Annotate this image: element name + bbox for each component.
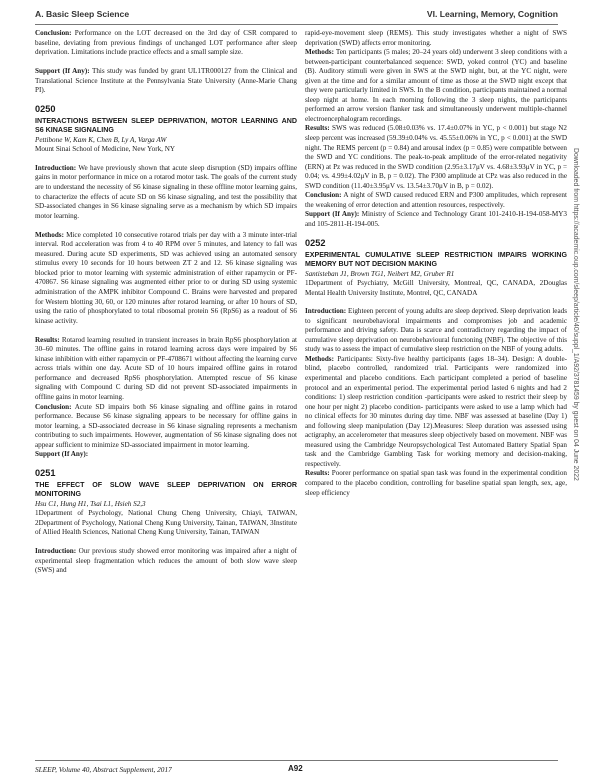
paragraph: Conclusion: Acute SD impairs both S6 kinase signaling and offline gains in rotarod performance. Because S6 kinase signaling appears to be necessary for offline gains in motor learning, a SD-associated decrease in S6 kinase signaling represents a mechanism contributing to such impairments. However, augmentation of S6 kinase signaling does not appear sufficient to minimize SD-associated impairment in motor learning. — [35, 402, 297, 449]
abstract-authors: Santisteban J1, Brown TG1, Neibert M2, Gruber R1 — [305, 269, 455, 278]
paragraph: Conclusion: A night of SWD caused reduced ERN and P300 amplitudes, which represent the weakening of error detection and attention resources, respectively. — [305, 191, 567, 209]
abstract-number: 0252 — [305, 237, 326, 248]
journal-citation: SLEEP, Volume 40, Abstract Supplement, 2017 — [35, 765, 172, 774]
running-header-right: VI. Learning, Memory, Cognition — [426, 9, 558, 19]
paragraph: Introduction: Our previous study showed error monitoring was impaired after a night of experimental sleep fragmentation which reduces the amount of both slow wave sleep (SWS) and — [35, 547, 297, 575]
abstract-authors: Hsu C1, Hung H1, Tsai L1, Hsieh S2,3 — [35, 499, 146, 508]
paragraph: Methods: Mice completed 10 consecutive rotarod trials per day with a 3 minute inter-trial interval. Rod acceleration was from 4 to 40 RPM over 5 minutes, and latency to fall was measured. During acute SD experiments, SD was achieved using an automated sensory stimulus every 10 seconds for 10 hours between ZT 2 and 12. S6 kinase signaling was blocked prior to motor learning with systemic administration of either rapamycin or PF-470867. S6 kinase signaling was augmented either prior to or during SD using systemic administration of the AMPK inhibitor Compound C. Brains were harvested and prepared for Western blotting 30, 60, or 120 minutes after rotarod learning, or after 10 hours of SD, using the ratio of phosphorylated to total ribosomal protein S6 (RpS6) as a readout of S6 kinase activity. — [35, 230, 297, 325]
paragraph: Methods: Ten participants (5 males; 20–24 years old) underwent 3 sleep conditions with a between-participant counterbalanced sequence: SWD, yoked control (YC) and baseline (B). Auditory stimuli were given in SWS at the SWD night, but, at the YC night, were given at the time and for a similar amount of time as those at the SWD night except that they were particularly limited in SWS. In the B condition, participants maintained a normal sleep night at home. In each morning following the 3 sleep nights, the participants performed an arrow version flanker task and simultaneously underwent multiple-channel electroencephalogram recordings. — [305, 48, 567, 123]
paragraph: Conclusion: Performance on the LOT decreased on the 3rd day of CSR compared to baseline, deviating from previous findings of unchanged LOT performance after sleep deprivation. Limitations include practice effects and a small sample size. — [35, 29, 297, 57]
abstract-title: EXPERIMENTAL CUMULATIVE SLEEP RESTRICTION IMPAIRS WORKING MEMORY BUT NOT DECISION MAKING — [305, 250, 567, 268]
abstract-number: 0251 — [35, 468, 56, 479]
paragraph: Methods: Participants: Sixty-five healthy participants (ages 18–34). Design: A double-blind, placebo controlled, randomized trial. Participants were randomized into experimental and placebo conditions. Each participant completed a period of baseline protocol and an experimental period. The experimental period lasted 6 nights and had 2 conditions: 1) sleep restriction condition -participants were asked to restrict their sleep by one hour per night 2) placebo condition- participants were asked to use a lamp which had no clinical effects for 30 minutes during day time. NBF was assessed at baseline (Day 1) and following sleep manipulation (Day 12).Measures: Sleep duration was assessed using actigraphy, an accelerometer that measures sleep objectively based on movement. NBF was measured using the Cambridge Neuropsychological Test Automated Battery Spatial Span task and the Cambridge Gambling Task for working memory and decision-making, respectively. — [305, 354, 567, 468]
paragraph: rapid-eye-movement sleep (REMS). This study investigates whether a night of SWS deprivation (SWD) affects error monitoring. — [305, 29, 567, 47]
header-rule — [35, 24, 558, 25]
paragraph: Introduction: We have previously shown that acute sleep disruption (SD) impairs offline gains in motor performance in mice on a rotarod motor task. The goals of the current study are to understand the necessity of S6 kinase signaling in these offline motor learning gains, to characterize the effects of acute SD on S6 kinase signaling, and test the possibility that SD-associated changes in S6 kinase signaling serve as a mechanism by which SD impairs motor learning. — [35, 163, 297, 220]
running-header-left: A. Basic Sleep Science — [35, 9, 130, 19]
footer-rule — [35, 760, 558, 761]
abstract-title: THE EFFECT OF SLOW WAVE SLEEP DEPRIVATION ON ERROR MONITORING — [35, 480, 297, 498]
abstract-authors: Pettibone W, Kam K, Chen B, Ly A, Varga AW — [35, 135, 167, 144]
paragraph: Introduction: Eighteen percent of young adults are sleep deprived. Sleep deprivation leads to significant neurobehavioral impairments and compromises job and academic performance and driving safety. Data is scarce and contradictory regarding the impact of cumulative sleep deprivation on neurobehavioural functoning (NBF). The objective of this study was to assess the impact of cumulative sleep restriction on the NBF of young adults. — [305, 307, 567, 354]
paragraph: Support (If Any): Ministry of Science and Technology Grant 101-2410-H-194-058-MY3 and 105-2811-H-194-005. — [305, 210, 567, 228]
paragraph: Support (If Any): This study was funded by grant UL1TR000127 from the Clinical and Translational Science Institute at the Pennsylvania State University (Anne-Marie Chang PI). — [35, 67, 297, 95]
abstract-title: INTERACTIONS BETWEEN SLEEP DEPRIVATION, MOTOR LEARNING AND S6 KINASE SIGNALING — [35, 116, 297, 134]
abstract-affiliation: 1Department of Psychiatry, McGill University, Montreal, QC, CANADA, 2Douglas Mental Health University Institute, Montrel, QC, CANADA — [305, 279, 567, 297]
paragraph: Results: SWS was reduced (5.08±0.03% vs. 17.4±0.07% in YC, p < 0.001) but stage N2 sleep percent was increased (59.39±0.04% vs. 45.55±0.06% in YC, p < 0.001) at the SWD night. The REMS percent (p = 0.84) and arousal index (p = 0.85) were compatible between the SWD and YC conditions. The peak-to-peak amplitude of the error-related negativity (ERN) at Pz was reduced in the SWD condition (2.95±3.17μV vs. 4.68±3.93μV in YC, p = 0.04; vs. 4.99±4.02μV in B, p = 0.02). The P300 amplitude at CPz was also reduced in the SWD condition (11.40±3.95μV vs. 13.54±3.70μV in B, p = 0.02). — [305, 124, 567, 190]
paragraph: Results: Poorer performance on spatial span task was found in the experimental condition compared to the placebo condition, controlling for baseline spatial span length, sex, age, sleep efficiency — [305, 469, 567, 497]
right-column — [305, 29, 567, 498]
paragraph: Results: Rotarod learning resulted in transient increases in brain RpS6 phosphorylation at 30–60 minutes. The offline gains in rotarod learning across days were impaired by S6 kinase inhibition with either rapamycin or PF-4708671 without affecting the learning curve across trials within one day. Acute SD of 10 hours impaired offline gains in rotarod performance and decreased RpS6 phosphorylation. Attempted rescue of S6 kinase signaling with Compound C during SD did not prevent SD-associated impairments in offline gains in motor learning. — [35, 335, 297, 401]
abstract-number: 0250 — [35, 104, 56, 115]
left-column — [35, 29, 297, 585]
page-number: A92 — [288, 764, 303, 773]
paragraph: Support (If Any): — [35, 450, 89, 459]
download-watermark: Downloaded from https://academic.oup.com/sleep/article/40/suppl_1/A92/3781459 by guest on 04 June 2022 — [572, 148, 579, 481]
abstract-affiliation: Mount Sinai School of Medicine, New York, NY — [35, 145, 176, 154]
abstract-affiliation: 1Department of Psychology, National Chung Cheng University, Chiayi, TAIWAN, 2Department of Psychology, National Cheng Kung University, Tainan, TAIWAN, 3Institute of Allied Health Sciences, National Cheng Kung University, Tainan, TAIWAN — [35, 509, 297, 537]
